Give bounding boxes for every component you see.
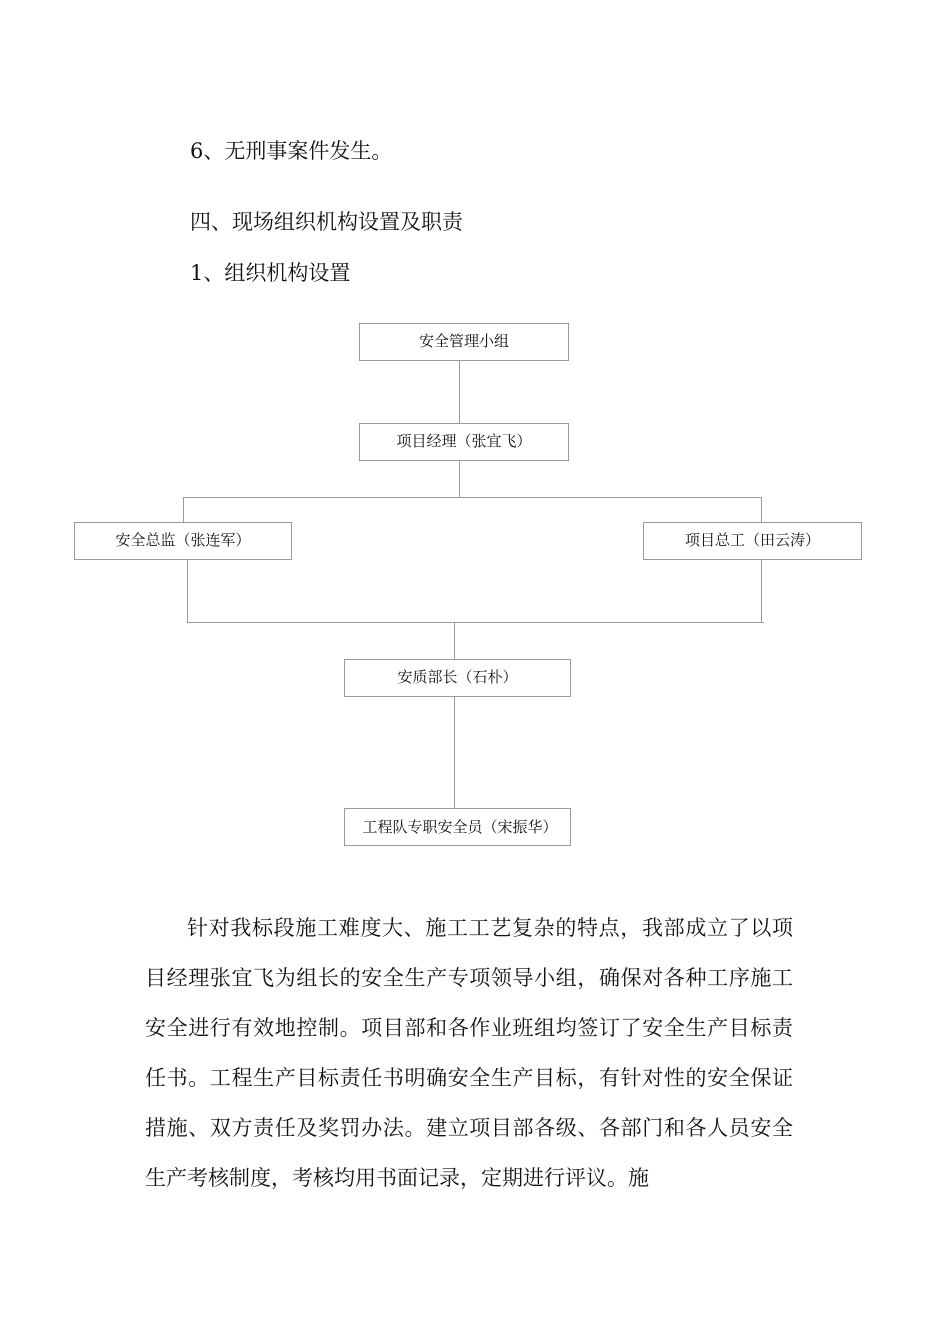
org-box-team-safety-officer xyxy=(344,808,571,846)
org-box-safety-director: 安全总监（张连军） xyxy=(74,522,292,560)
sub-heading: 1、组织机构设置 xyxy=(190,261,351,285)
body-paragraph: 针对我标段施工难度大、施工工艺复杂的特点，我部成立了以项目经理张宜飞为组长的安全生产专项领导小组，确保对各种工序施工安全进行有效地控制。项目部和各作业班组均签订了安全生产目标责任书。工程生产目标责任书明确安全生产目标，有针对性的安全保证措施、双方责任及奖罚办法。建立项目部各级、各部门和各人员安全生产考核制度，考核均用书面记录，定期进行评议。施 xyxy=(145,916,793,1190)
org-box-chief-engineer: 项目总工（田云涛） xyxy=(643,522,862,560)
org-box-team-safety-officer-label: 工程队专职安全员（宋振华） xyxy=(362,818,558,836)
section-heading: 四、现场组织机构设置及职责 xyxy=(190,210,463,234)
org-box-project-manager: 项目经理（张宜飞） xyxy=(359,423,569,461)
org-box-quality-head: 安质部长（石朴） xyxy=(344,659,571,697)
item-6: 6、无刑事案件发生。 xyxy=(190,139,393,163)
org-box-safety-group: 安全管理小组 xyxy=(359,323,569,361)
